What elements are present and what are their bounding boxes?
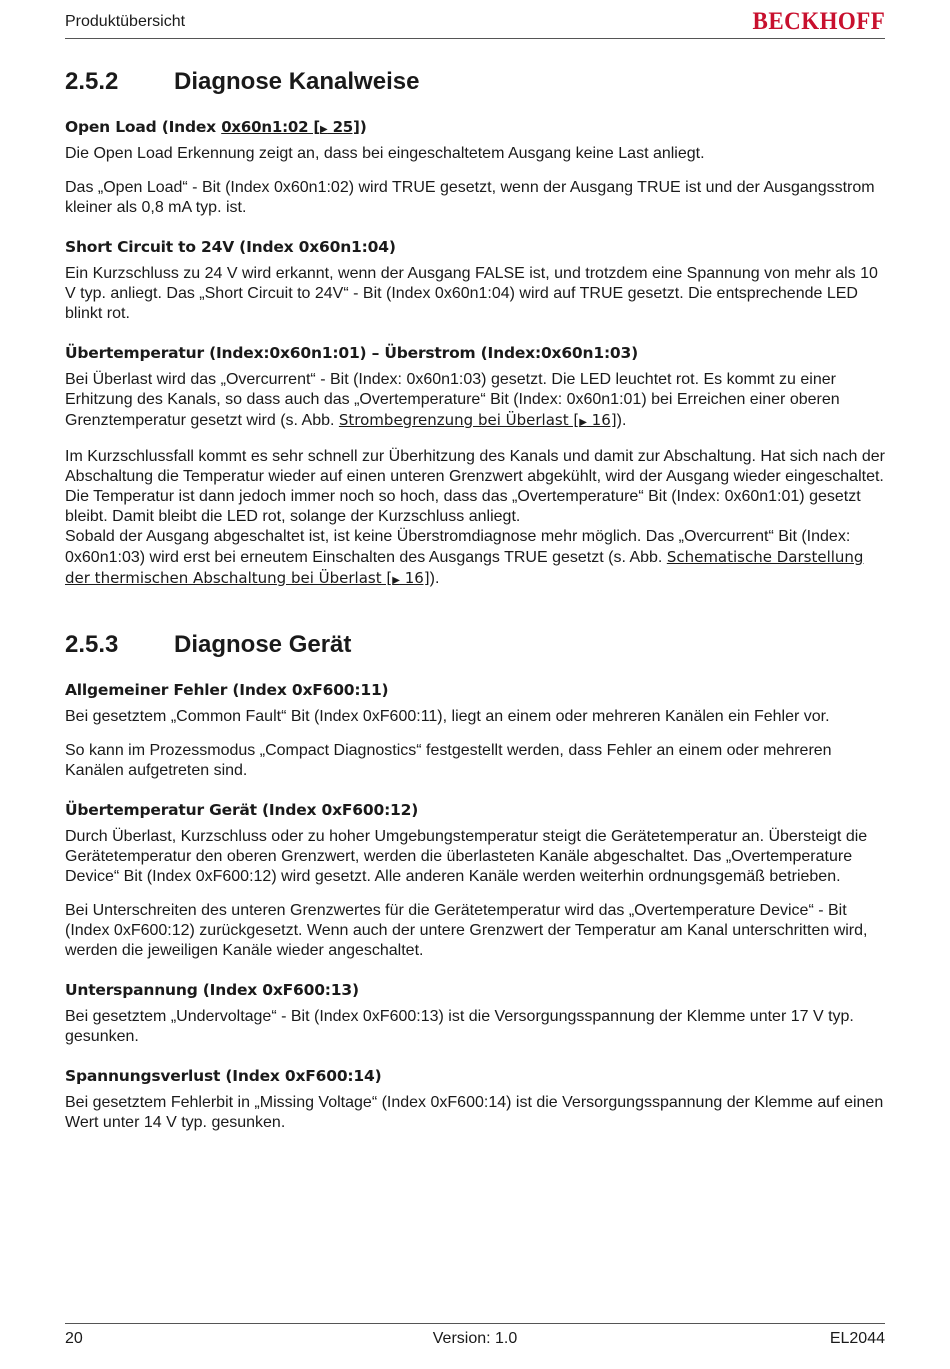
open-load-heading	[65, 118, 887, 136]
overtemperature-heading: Übertemperatur (Index:0x60n1:01) – Überstrom (Index:0x60n1:03)	[65, 344, 638, 362]
short-circuit-heading: Short Circuit to 24V (Index 0x60n1:04)	[65, 238, 396, 256]
diagnosis-text: Sobald der Ausgang abgeschaltet ist, ist keine Überstromdiagnose mehr möglich. Das „Overcurrent“ Bit (Index: 0x60n1:03) wird erst bei erneutem Einschalten des Ausgangs TRUE gesetzt (s. Abb.	[65, 528, 851, 566]
page-number: 20	[65, 1330, 83, 1347]
section-title: Diagnose Gerät	[174, 631, 352, 658]
open-load-paragraph-1: Die Open Load Erkennung zeigt an, dass bei eingeschaltetem Ausgang keine Last anliegt.	[65, 145, 705, 162]
link-page: 16]	[586, 411, 617, 429]
voltage-loss-heading: Spannungsverlust (Index 0xF600:14)	[65, 1067, 382, 1085]
section-2-5-2-heading	[65, 68, 887, 96]
common-fault-paragraph-2: So kann im Prozessmodus „Compact Diagnostics“ festgestellt werden, dass Fehler an einem oder mehreren Kanälen aufgetreten sind.	[65, 742, 832, 779]
arrow-right-icon: ▶	[579, 417, 587, 428]
overcurrent-text: Bei Überlast wird das „Overcurrent“ - Bit (Index: 0x60n1:03) gesetzt. Die LED leuchtet rot. Es kommt zu einer Erhitzung des Kanals, so dass auch das „Overtemperature“ Bit (Index: 0x60n1:01) bei Erreichen einer oberen Grenztemperatur gesetzt wird (s. Abb.	[65, 371, 840, 429]
undervoltage-paragraph: Bei gesetztem „Undervoltage“ - Bit (Index 0xF600:13) ist die Versorgungsspannung der Klemme unter 17 V typ. gesunken.	[65, 1008, 854, 1045]
page-content	[65, 62, 887, 1147]
short-circuit-case-paragraph: Im Kurzschlussfall kommt es sehr schnell zur Überhitzung des Kanals und damit zur Abschaltung. Hat sich nach der Abschaltung die Temperatur wieder auf einen unteren Grenzwert abgekühlt, wird der Ausgang wieder eingeschaltet. Die Temperatur ist dann jedoch immer noch so hoch, dass das „Overtemperature“ Bit (Index: 0x60n1:01) gesetzt bleibt. Damit bleibt die LED rot, solange der Kurzschluss anliegt.	[65, 448, 885, 525]
current-limit-figure-link[interactable]	[339, 411, 617, 429]
header-section-title: Produktübersicht	[65, 13, 186, 30]
section-number: 2.5.2	[65, 68, 119, 95]
common-fault-paragraph-1: Bei gesetztem „Common Fault“ Bit (Index 0xF600:11), liegt an einem oder mehreren Kanälen ein Fehler vor.	[65, 708, 830, 725]
open-load-heading-end: )	[359, 118, 367, 136]
paragraph-end: ).	[429, 570, 440, 587]
document-version: Version: 1.0	[432, 1330, 518, 1347]
beckhoff-logo: BECKHOFF	[752, 8, 885, 35]
product-name: EL2044	[829, 1330, 885, 1347]
arrow-right-icon: ▶	[392, 575, 400, 586]
open-load-link-text: 0x60n1:02 [	[221, 118, 321, 136]
open-load-heading-text: Open Load (Index	[65, 118, 222, 136]
common-fault-heading: Allgemeiner Fehler (Index 0xF600:11)	[65, 681, 389, 699]
open-load-link-page: 25]	[327, 118, 360, 136]
overcurrent-diagnosis-paragraph	[65, 527, 887, 591]
device-overtemperature-paragraph-2: Bei Unterschreiten des unteren Grenzwertes für die Gerätetemperatur wird das „Overtemperature Device“ - Bit (Index 0xF600:12) zurückgesetzt. Wenn auch der untere Grenzwert der Temperatur am Kanal unterschritten wird, werden die jeweiligen Kanäle wieder angeschaltet.	[65, 902, 868, 959]
page-header	[65, 8, 885, 39]
page-footer	[65, 1323, 885, 1347]
arrow-right-icon: ▶	[320, 124, 328, 135]
voltage-loss-paragraph: Bei gesetztem Fehlerbit in „Missing Voltage“ (Index 0xF600:14) ist die Versorgungsspannung der Klemme auf einen Wert unter 14 V typ. gesunken.	[65, 1094, 884, 1131]
link-text: Strombegrenzung bei Überlast [	[338, 411, 580, 429]
paragraph-end: ).	[616, 412, 627, 429]
undervoltage-heading: Unterspannung (Index 0xF600:13)	[65, 981, 359, 999]
section-title: Diagnose Kanalweise	[174, 68, 420, 95]
link-page: 16]	[399, 569, 430, 587]
open-load-index-link[interactable]	[221, 118, 360, 136]
open-load-paragraph-2: Das „Open Load“ - Bit (Index 0x60n1:02) wird TRUE gesetzt, wenn der Ausgang TRUE ist und der Ausgangsstrom kleiner als 0,8 mA typ. ist.	[65, 179, 875, 216]
short-circuit-paragraph: Ein Kurzschluss zu 24 V wird erkannt, wenn der Ausgang FALSE ist, und trotzdem eine Spannung von mehr als 10 V typ. anliegt. Das „Short Circuit to 24V“ - Bit (Index 0x60n1:04) wird auf TRUE gesetzt. Die entsprechende LED blinkt rot.	[65, 265, 878, 322]
section-2-5-3-heading	[65, 631, 887, 659]
link-text: Schematische Darstellung der thermischen Abschaltung bei Überlast [	[65, 548, 864, 587]
device-overtemperature-paragraph-1: Durch Überlast, Kurzschluss oder zu hoher Umgebungstemperatur steigt die Gerätetemperatur an. Übersteigt die Gerätetemperatur den oberen Grenzwert, werden die überlasteten Kanäle abgeschaltet. Das „Overtemperature Device“ Bit (Index 0xF600:12) wird gesetzt. Alle anderen Kanäle werden weiterhin ordnungsgemäß betrieben.	[65, 828, 868, 885]
section-number: 2.5.3	[65, 631, 119, 658]
device-overtemperature-heading: Übertemperatur Gerät (Index 0xF600:12)	[65, 801, 419, 819]
overcurrent-paragraph	[65, 370, 887, 433]
